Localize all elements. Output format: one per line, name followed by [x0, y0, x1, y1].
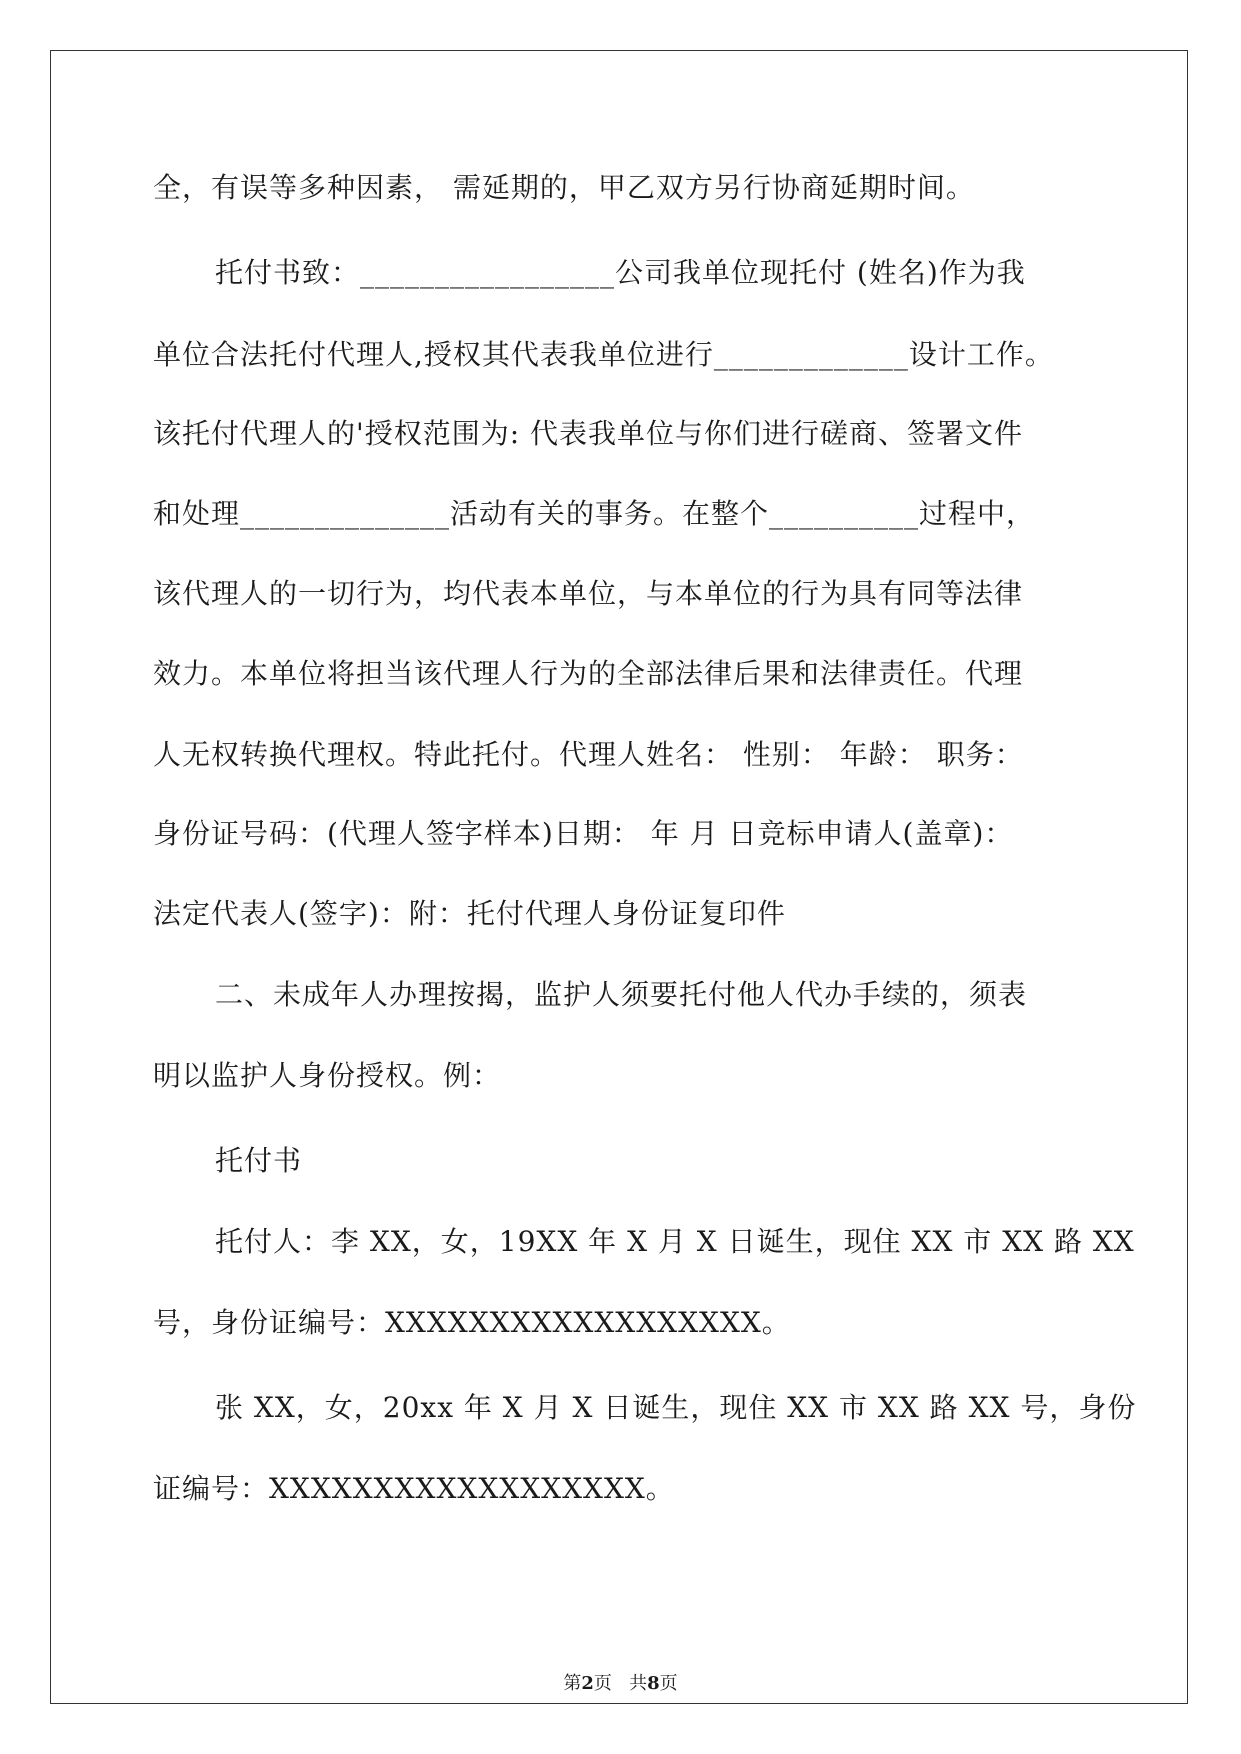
text-line-1: 全，有误等多种因素， 需延期的，甲乙双方另行协商延期时间。: [153, 171, 975, 204]
total-suffix: 页: [659, 1673, 678, 1694]
text-line-9: 身份证号码：(代理人签字样本)日期： 年 月 日竞标申请人(盖章)：: [153, 817, 1014, 850]
total-pages: 8: [647, 1673, 660, 1694]
page-suffix: 页: [593, 1673, 612, 1694]
text-line-4: 该托付代理人的'授权范围为: 代表我单位与你们进行磋商、签署文件: [153, 417, 1024, 450]
text-line-15: 号，身份证编号：XXXXXXXXXXXXXXXXXX。: [153, 1306, 791, 1339]
text-line-5: 和处理______________活动有关的事务。在整个__________过程中，: [153, 497, 1036, 530]
text-line-12: 明以监护人身份授权。例：: [153, 1059, 502, 1092]
text-line-2: 托付书致：_________________公司我单位现托付 (姓名)作为我: [215, 256, 1026, 289]
page-prefix: 第: [563, 1673, 582, 1694]
text-line-8: 人无权转换代理权。特此托付。代理人姓名： 性别： 年龄： 职务：: [153, 738, 1024, 771]
text-line-17: 证编号：XXXXXXXXXXXXXXXXXX。: [153, 1472, 675, 1505]
text-line-14: 托付人：李 XX，女，19XX 年 X 月 X 日诞生，现住 XX 市 XX 路 XX: [215, 1225, 1135, 1258]
text-line-6: 该代理人的一切行为，均代表本单位，与本单位的行为具有同等法律: [153, 577, 1024, 610]
text-line-13: 托付书: [215, 1144, 303, 1177]
page-border: [50, 50, 1188, 1704]
text-line-3: 单位合法托付代理人,授权其代表我单位进行_____________设计工作。: [153, 338, 1054, 371]
total-prefix: 共: [629, 1673, 648, 1694]
text-line-16: 张 XX，女，20xx 年 X 月 X 日诞生，现住 XX 市 XX 路 XX 号，身份: [215, 1391, 1137, 1424]
text-line-11: 二、未成年人办理按揭，监护人须要托付他人代办手续的，须表: [215, 978, 1028, 1011]
page-footer: [0, 1669, 1241, 1695]
text-line-10: 法定代表人(签字)：附：托付代理人身份证复印件: [153, 897, 786, 930]
text-line-7: 效力。本单位将担当该代理人行为的全部法律后果和法律责任。代理: [153, 657, 1024, 690]
page-number: 2: [581, 1673, 594, 1694]
